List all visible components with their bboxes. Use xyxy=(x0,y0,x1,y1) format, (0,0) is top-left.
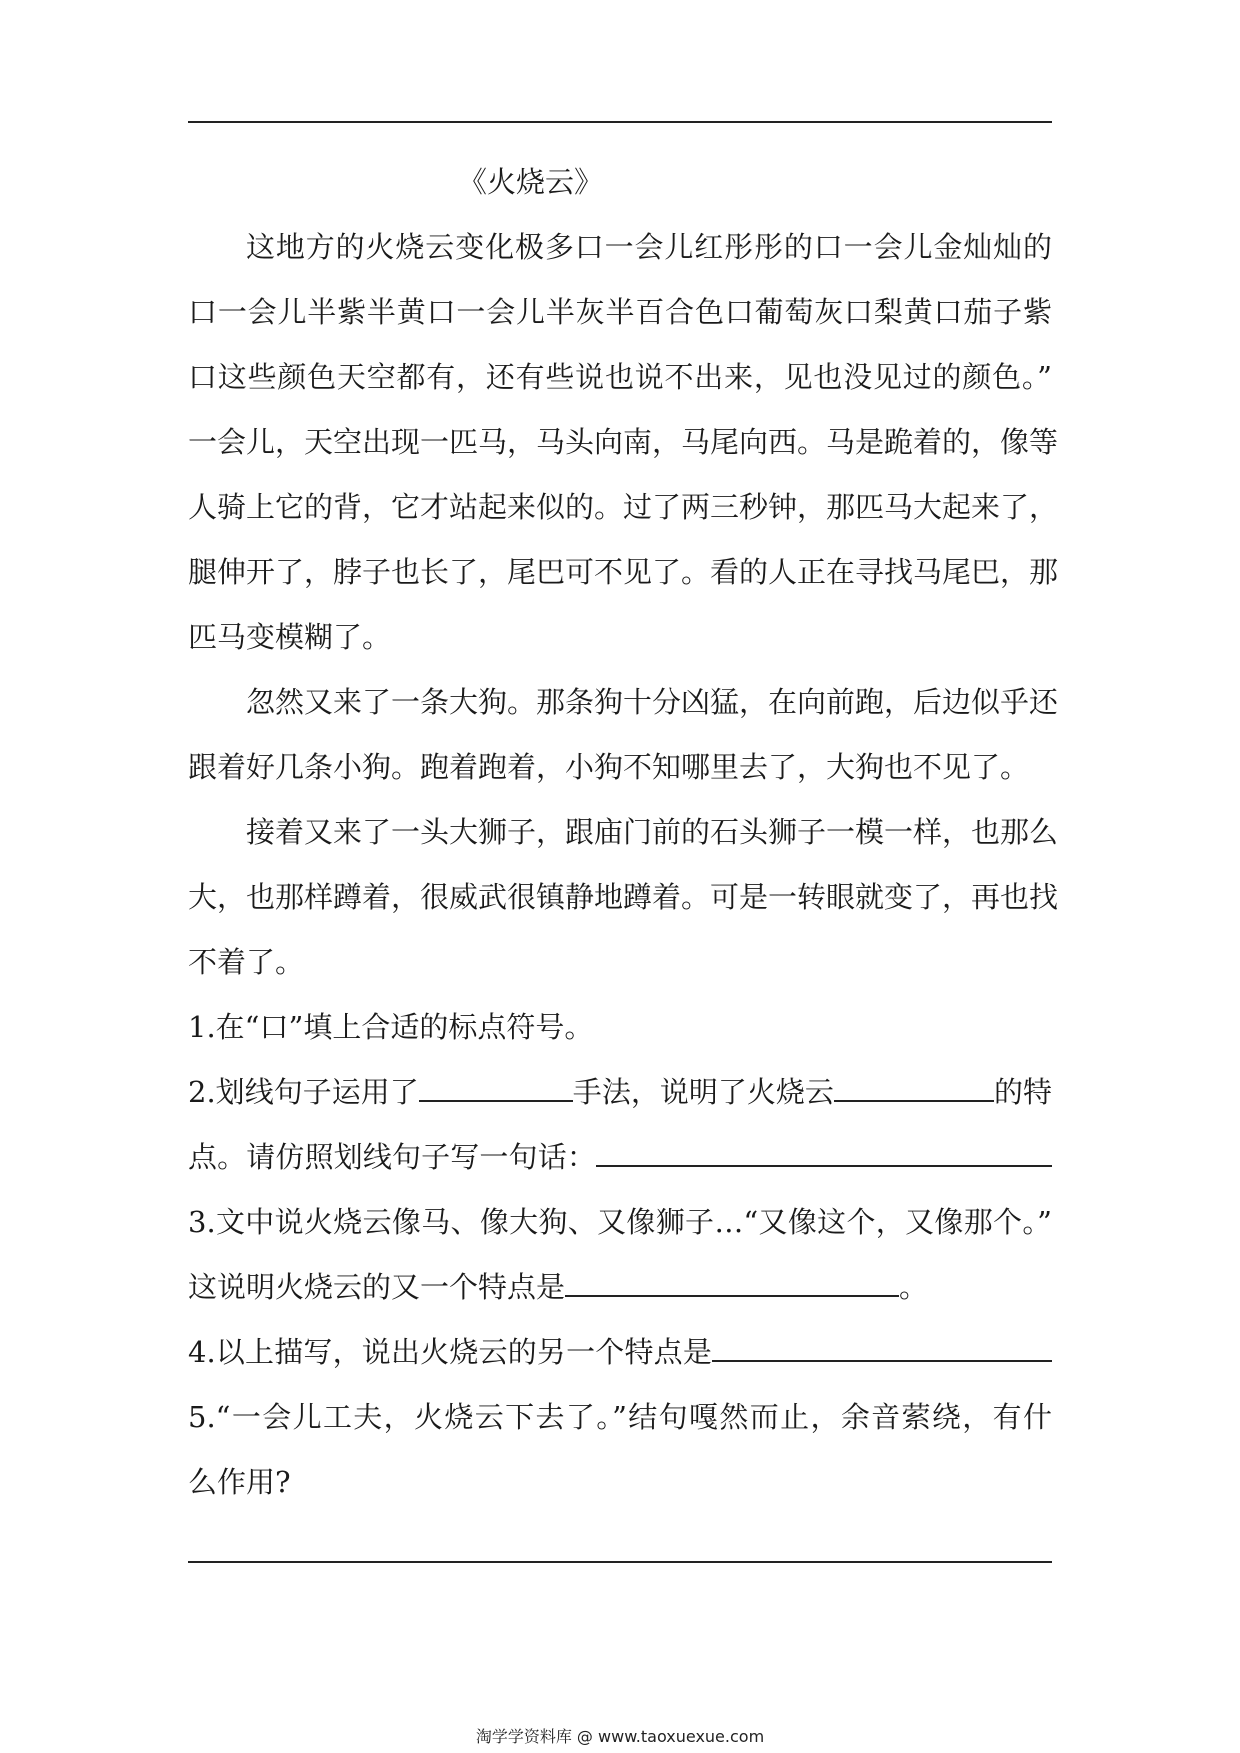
bottom-divider xyxy=(188,1561,1052,1563)
question-5-line-1: 5.“一会儿工夫，火烧云下去了。”结句嘎然而止，余音萦绕，有什 xyxy=(188,1400,1052,1434)
text-line: 跟着好几条小狗。跑着跑着，小狗不知哪里去了，大狗也不见了。 xyxy=(188,750,1030,784)
passage-title: 《火烧云》 xyxy=(458,165,604,199)
passage-paragraph-3 xyxy=(188,800,1059,995)
text-line: 人骑上它的背，它才站起来似的。过了两三秒钟，那匹马大起来了， xyxy=(188,490,1059,524)
text-line: 忽然又来了一条大狗。那条狗十分凶猛，在向前跑，后边似乎还 xyxy=(246,685,1059,719)
question-4 xyxy=(188,1320,1052,1385)
answer-blank-feature-3[interactable] xyxy=(712,1336,1052,1362)
question-3-line-2 xyxy=(188,1255,1052,1320)
text-line: 大，也那样蹲着，很威武很镇静地蹲着。可是一转眼就变了，再也找 xyxy=(188,880,1059,914)
question-2-line-1 xyxy=(188,1060,1052,1125)
question-2-text-c: 的特 xyxy=(993,1075,1052,1109)
top-divider xyxy=(188,121,1052,123)
question-1: 1.在“口”填上合适的标点符号。 xyxy=(188,1010,594,1044)
passage-paragraph-1 xyxy=(188,215,1059,670)
text-line: 口这些颜色天空都有，还有些说也说不出来，见也没见过的颜色。” xyxy=(188,360,1052,394)
question-2-text-a: 2.划线句子运用了 xyxy=(188,1075,419,1109)
text-line: 一会儿，天空出现一匹马，马头向南，马尾向西。马是跪着的，像等 xyxy=(188,425,1059,459)
answer-blank-feature[interactable] xyxy=(834,1076,994,1102)
document-body xyxy=(188,150,1059,1515)
question-2-text-d: 点。请仿照划线句子写一句话： xyxy=(188,1140,596,1174)
passage-paragraph-2 xyxy=(188,670,1059,800)
question-2-line-2 xyxy=(188,1125,1052,1190)
text-line: 腿伸开了，脖子也长了，尾巴可不见了。看的人正在寻找马尾巴，那 xyxy=(188,555,1059,589)
answer-blank-feature-2[interactable] xyxy=(565,1271,899,1297)
answer-blank-imitation[interactable] xyxy=(596,1141,1052,1167)
answer-blank-technique[interactable] xyxy=(419,1076,573,1102)
question-5-line-2: 么作用? xyxy=(188,1465,291,1499)
text-line: 接着又来了一头大狮子，跟庙门前的石头狮子一模一样，也那么 xyxy=(246,815,1059,849)
text-line: 匹马变模糊了。 xyxy=(188,620,392,654)
question-4-text: 4.以上描写，说出火烧云的另一个特点是 xyxy=(188,1335,712,1369)
question-3-line-1: 3.文中说火烧云像马、像大狗、又像狮子…“又像这个，又像那个。” xyxy=(188,1205,1052,1239)
text-line: 口一会儿半紫半黄口一会儿半灰半百合色口葡萄灰口梨黄口茄子紫 xyxy=(188,295,1052,329)
questions-section xyxy=(188,995,1052,1515)
question-3-text-c: 。 xyxy=(899,1270,929,1304)
question-3-text-b: 这说明火烧云的又一个特点是 xyxy=(188,1270,566,1304)
text-line: 不着了。 xyxy=(188,945,305,979)
question-2-text-b: 手法，说明了火烧云 xyxy=(572,1075,834,1109)
footer-watermark: 淘学学资料库 @ www.taoxuexue.com xyxy=(475,1727,765,1746)
text-line: 这地方的火烧云变化极多口一会儿红彤彤的口一会儿金灿灿的 xyxy=(246,230,1052,264)
